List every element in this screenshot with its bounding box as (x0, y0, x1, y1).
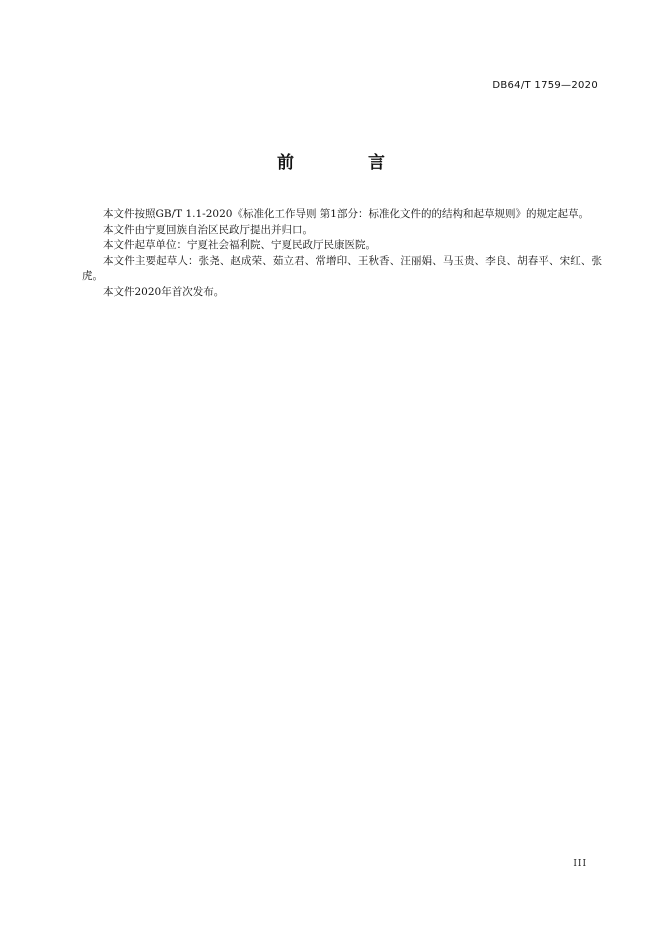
paragraph-first-release: 本文件2020年首次发布。 (103, 285, 225, 298)
page-number: III (573, 859, 587, 869)
page-title: 前 言 (277, 153, 419, 173)
standard-code: DB64/T 1759—2020 (492, 80, 598, 91)
paragraph-drafting-units: 本文件起草单位：宁夏社会福利院、宁夏民政厅民康医院。 (103, 239, 376, 251)
preface-body (82, 207, 602, 300)
paragraph-proposer: 本文件由宁夏回族自治区民政厅提出并归口。 (103, 223, 313, 236)
paragraph-drafters: 本文件主要起草人：张尧、赵成荣、茹立君、常增印、王秋香、汪丽娟、马玉贵、李良、胡春平、宋红、张虎。 (82, 254, 602, 282)
paragraph-drafting-rules: 本文件按照GB/T 1.1-2020《标准化工作导则 第1部分：标准化文件的的结构和起草规则》的规定起草。 (103, 208, 589, 220)
